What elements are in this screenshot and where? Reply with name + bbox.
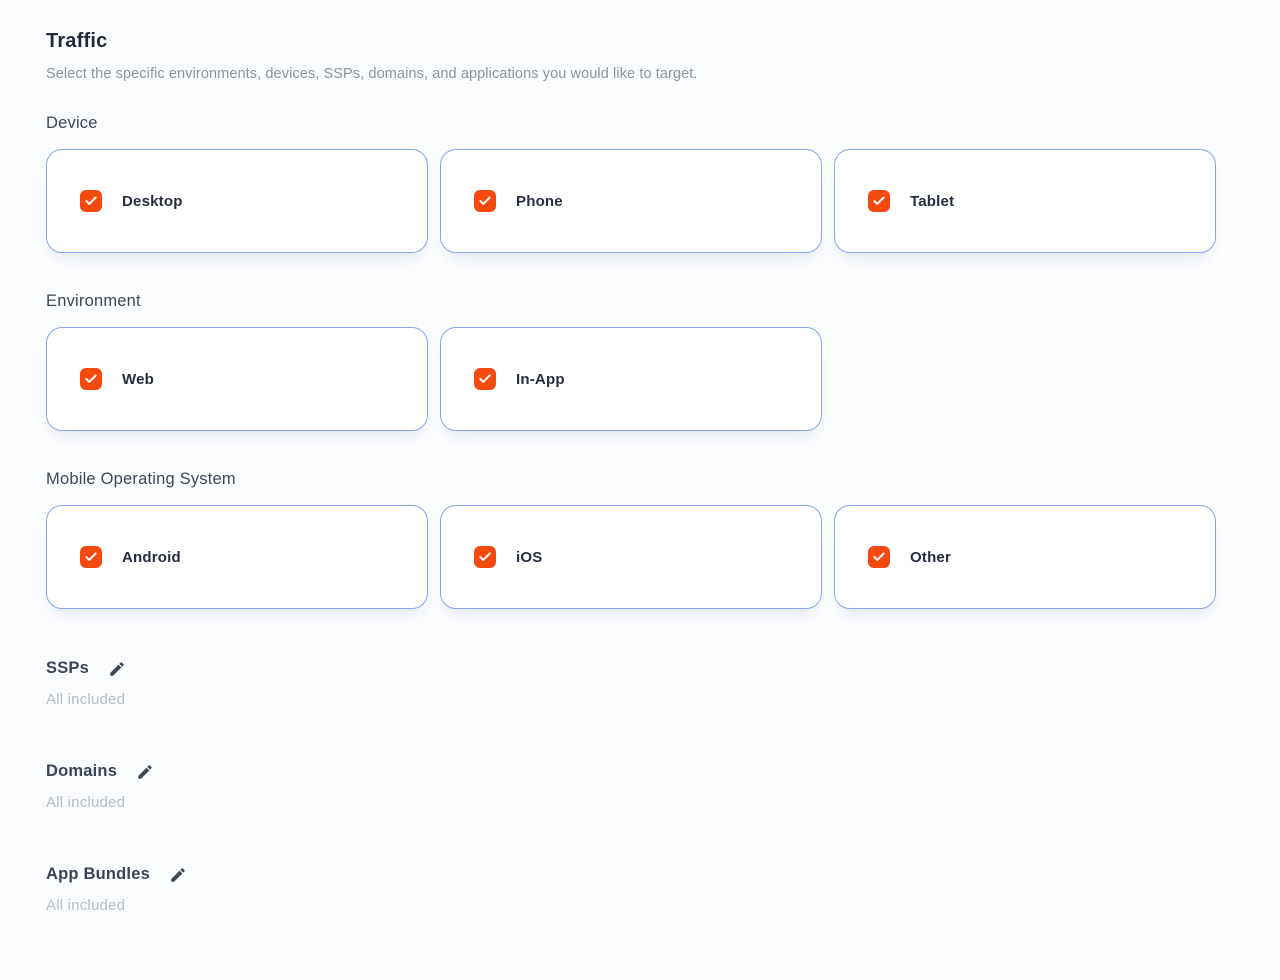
option-label-android: Android [122, 548, 181, 566]
option-card-other[interactable] [834, 505, 1216, 609]
edit-ssps-button[interactable] [108, 660, 126, 678]
list-section-header-domains [46, 762, 1234, 781]
pencil-icon [108, 660, 126, 678]
check-icon [872, 550, 886, 564]
checkbox-group-environment [46, 292, 1234, 431]
check-icon [478, 372, 492, 386]
option-label-other: Other [910, 548, 952, 566]
checkbox-in-app[interactable] [474, 368, 496, 390]
checkbox-ios[interactable] [474, 546, 496, 568]
checkbox-web[interactable] [80, 368, 102, 390]
list-section-label-ssps: SSPs [46, 659, 89, 677]
checkbox-android[interactable] [80, 546, 102, 568]
option-label-phone: Phone [516, 192, 563, 210]
page-subtitle: Select the specific environments, devices, SSPs, domains, and applications you would like to target. [46, 66, 698, 82]
list-section-label-domains: Domains [46, 762, 118, 780]
domains-status: All included [46, 794, 126, 811]
check-icon [84, 372, 98, 386]
check-icon [478, 550, 492, 564]
checkbox-group-device [46, 114, 1234, 253]
checkbox-tablet[interactable] [868, 190, 890, 212]
list-section-domains [46, 762, 1234, 811]
check-icon [872, 194, 886, 208]
pencil-icon [169, 866, 187, 884]
option-label-in-app: In-App [516, 370, 565, 388]
options-row-mobile-os [46, 505, 1234, 609]
list-section-label-app-bundles: App Bundles [46, 865, 150, 883]
edit-domains-button[interactable] [136, 763, 154, 781]
option-label-web: Web [122, 370, 154, 388]
group-label-mobile-os: Mobile Operating System [46, 470, 236, 488]
page-title: Traffic [46, 30, 108, 52]
options-row-device [46, 149, 1234, 253]
list-section-header-ssps [46, 659, 1234, 678]
check-icon [84, 194, 98, 208]
group-label-environment: Environment [46, 292, 141, 310]
checkbox-phone[interactable] [474, 190, 496, 212]
edit-app-bundles-button[interactable] [169, 866, 187, 884]
ssps-status: All included [46, 691, 126, 708]
option-card-desktop[interactable] [46, 149, 428, 253]
option-card-ios[interactable] [440, 505, 822, 609]
option-label-ios: iOS [516, 548, 543, 566]
checkbox-group-mobile-os [46, 470, 1234, 609]
checkbox-desktop[interactable] [80, 190, 102, 212]
option-card-phone[interactable] [440, 149, 822, 253]
pencil-icon [136, 763, 154, 781]
option-card-tablet[interactable] [834, 149, 1216, 253]
list-section-ssps [46, 659, 1234, 708]
checkbox-other[interactable] [868, 546, 890, 568]
list-section-header-app-bundles [46, 865, 1234, 884]
options-row-environment [46, 327, 1234, 431]
check-icon [478, 194, 492, 208]
option-card-in-app[interactable] [440, 327, 822, 431]
option-card-android[interactable] [46, 505, 428, 609]
option-label-tablet: Tablet [910, 192, 955, 210]
option-card-web[interactable] [46, 327, 428, 431]
option-label-desktop: Desktop [122, 192, 183, 210]
app-bundles-status: All included [46, 897, 126, 914]
group-label-device: Device [46, 114, 98, 132]
list-section-app-bundles [46, 865, 1234, 914]
check-icon [84, 550, 98, 564]
